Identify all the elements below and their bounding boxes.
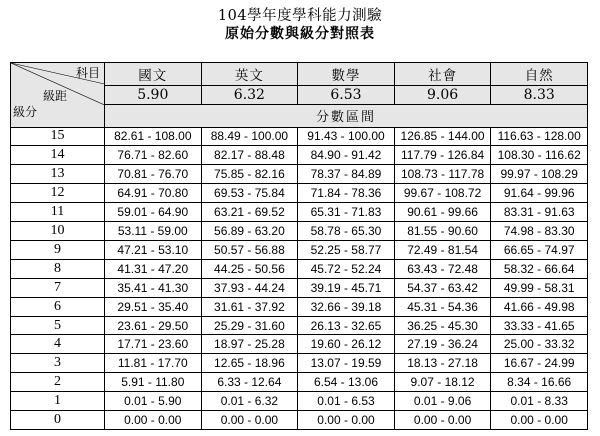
score-range-cell: 99.97 - 108.29: [491, 165, 588, 184]
score-range-cell: 58.32 - 66.64: [491, 259, 588, 278]
score-range-cell: 41.66 - 49.98: [491, 297, 588, 316]
std-dev-value: 6.53: [298, 86, 395, 105]
level-cell: 7: [11, 278, 105, 297]
score-range-cell: 63.43 - 72.48: [394, 259, 491, 278]
score-range-cell: 49.99 - 58.31: [491, 278, 588, 297]
score-range-cell: 41.31 - 47.20: [105, 259, 202, 278]
score-range-cell: 52.25 - 58.77: [298, 240, 395, 259]
std-dev-value: 8.33: [491, 86, 588, 105]
score-range-cell: 45.72 - 52.24: [298, 259, 395, 278]
level-cell: 2: [11, 373, 105, 392]
score-range-cell: 31.61 - 37.92: [201, 297, 298, 316]
score-range-cell: 44.25 - 50.56: [201, 259, 298, 278]
score-range-cell: 69.53 - 75.84: [201, 184, 298, 203]
score-range-cell: 6.33 - 12.64: [201, 373, 298, 392]
table-row: [11, 316, 588, 335]
score-range-cell: 76.71 - 82.60: [105, 146, 202, 165]
score-range-cell: 53.11 - 59.00: [105, 222, 202, 241]
score-range-cell: 29.51 - 35.40: [105, 297, 202, 316]
subject-header-row: [11, 63, 588, 86]
level-cell: 10: [11, 222, 105, 241]
score-range-cell: 99.67 - 108.72: [394, 184, 491, 203]
level-cell: 1: [11, 392, 105, 411]
std-dev-value: 5.90: [105, 86, 202, 105]
level-cell: 12: [11, 184, 105, 203]
table-row: [11, 222, 588, 241]
table-row: [11, 373, 588, 392]
score-range-cell: 11.81 - 17.70: [105, 354, 202, 373]
corner-cell: [11, 63, 105, 119]
table-row: [11, 278, 588, 297]
score-range-cell: 56.89 - 63.20: [201, 222, 298, 241]
score-range-cell: 64.91 - 70.80: [105, 184, 202, 203]
subject-header: 社會: [394, 63, 491, 86]
score-range-cell: 0.01 - 6.53: [298, 392, 395, 411]
score-band-label: 分數區間: [105, 105, 588, 127]
subject-header: 自然: [491, 63, 588, 86]
score-conversion-table: [10, 62, 588, 430]
score-range-cell: 16.67 - 24.99: [491, 354, 588, 373]
score-range-cell: 0.00 - 0.00: [491, 411, 588, 430]
score-range-cell: 116.63 - 128.00: [491, 127, 588, 146]
score-range-cell: 0.01 - 6.32: [201, 392, 298, 411]
score-range-cell: 0.00 - 0.00: [394, 411, 491, 430]
level-cell: 4: [11, 335, 105, 354]
page-subtitle: 原始分數與級分對照表: [225, 26, 375, 42]
score-range-cell: 91.64 - 99.96: [491, 184, 588, 203]
corner-level-label: 級分: [13, 105, 38, 119]
score-range-cell: 59.01 - 64.90: [105, 203, 202, 222]
subject-header: 數學: [298, 63, 395, 86]
level-cell: 11: [11, 203, 105, 222]
score-range-cell: 0.01 - 8.33: [491, 392, 588, 411]
score-range-cell: 66.65 - 74.97: [491, 240, 588, 259]
score-range-cell: 37.93 - 44.24: [201, 278, 298, 297]
subject-header: 國文: [105, 63, 202, 86]
table-row: [11, 259, 588, 278]
corner-stddev-label: 級距: [43, 89, 68, 103]
page-title: 104學年度學科能力測驗: [217, 8, 383, 24]
level-cell: 6: [11, 297, 105, 316]
score-range-cell: 88.49 - 100.00: [201, 127, 298, 146]
level-cell: 0: [11, 411, 105, 430]
score-range-cell: 39.19 - 45.71: [298, 278, 395, 297]
score-range-cell: 72.49 - 81.54: [394, 240, 491, 259]
score-range-cell: 63.21 - 69.52: [201, 203, 298, 222]
score-range-cell: 0.00 - 0.00: [105, 411, 202, 430]
score-range-cell: 35.41 - 41.30: [105, 278, 202, 297]
table-row: [11, 127, 588, 146]
score-range-cell: 32.66 - 39.18: [298, 297, 395, 316]
score-range-cell: 0.00 - 0.00: [298, 411, 395, 430]
score-range-cell: 5.91 - 11.80: [105, 373, 202, 392]
score-range-cell: 8.34 - 16.66: [491, 373, 588, 392]
score-range-cell: 84.90 - 91.42: [298, 146, 395, 165]
score-range-cell: 19.60 - 26.12: [298, 335, 395, 354]
score-range-cell: 75.85 - 82.16: [201, 165, 298, 184]
score-range-cell: 6.54 - 13.06: [298, 373, 395, 392]
score-rows: [11, 127, 588, 430]
table-row: [11, 165, 588, 184]
score-range-cell: 108.30 - 116.62: [491, 146, 588, 165]
score-range-cell: 33.33 - 41.65: [491, 316, 588, 335]
band-label-row: [11, 105, 588, 127]
level-cell: 9: [11, 240, 105, 259]
score-range-cell: 58.78 - 65.30: [298, 222, 395, 241]
level-cell: 14: [11, 146, 105, 165]
score-range-cell: 18.13 - 27.18: [394, 354, 491, 373]
table-row: [11, 411, 588, 430]
table-row: [11, 335, 588, 354]
score-range-cell: 23.61 - 29.50: [105, 316, 202, 335]
score-range-cell: 26.13 - 32.65: [298, 316, 395, 335]
score-range-cell: 81.55 - 90.60: [394, 222, 491, 241]
score-range-cell: 47.21 - 53.10: [105, 240, 202, 259]
subject-header: 英文: [201, 63, 298, 86]
table-row: [11, 392, 588, 411]
score-range-cell: 17.71 - 23.60: [105, 335, 202, 354]
score-range-cell: 0.01 - 5.90: [105, 392, 202, 411]
table-row: [11, 184, 588, 203]
score-range-cell: 18.97 - 25.28: [201, 335, 298, 354]
level-cell: 5: [11, 316, 105, 335]
score-range-cell: 0.01 - 9.06: [394, 392, 491, 411]
score-range-cell: 65.31 - 71.83: [298, 203, 395, 222]
score-range-cell: 27.19 - 36.24: [394, 335, 491, 354]
level-cell: 3: [11, 354, 105, 373]
corner-subject-label: 科目: [75, 66, 100, 80]
score-range-cell: 70.81 - 76.70: [105, 165, 202, 184]
score-range-cell: 126.85 - 144.00: [394, 127, 491, 146]
table-row: [11, 354, 588, 373]
score-range-cell: 54.37 - 63.42: [394, 278, 491, 297]
score-range-cell: 25.29 - 31.60: [201, 316, 298, 335]
table-row: [11, 297, 588, 316]
score-range-cell: 90.61 - 99.66: [394, 203, 491, 222]
score-range-cell: 71.84 - 78.36: [298, 184, 395, 203]
score-range-cell: 108.73 - 117.78: [394, 165, 491, 184]
score-range-cell: 13.07 - 19.59: [298, 354, 395, 373]
score-range-cell: 74.98 - 83.30: [491, 222, 588, 241]
std-dev-value: 9.06: [394, 86, 491, 105]
level-cell: 15: [11, 127, 105, 146]
score-range-cell: 82.17 - 88.48: [201, 146, 298, 165]
score-range-cell: 91.43 - 100.00: [298, 127, 395, 146]
score-range-cell: 36.25 - 45.30: [394, 316, 491, 335]
score-range-cell: 78.37 - 84.89: [298, 165, 395, 184]
score-range-cell: 82.61 - 108.00: [105, 127, 202, 146]
level-cell: 13: [11, 165, 105, 184]
score-range-cell: 83.31 - 91.63: [491, 203, 588, 222]
table-row: [11, 240, 588, 259]
score-range-cell: 25.00 - 33.32: [491, 335, 588, 354]
score-range-cell: 12.65 - 18.96: [201, 354, 298, 373]
score-range-cell: 9.07 - 18.12: [394, 373, 491, 392]
score-range-cell: 45.31 - 54.36: [394, 297, 491, 316]
score-range-cell: 0.00 - 0.00: [201, 411, 298, 430]
std-dev-value: 6.32: [201, 86, 298, 105]
table-row: [11, 146, 588, 165]
score-range-cell: 117.79 - 126.84: [394, 146, 491, 165]
table-row: [11, 203, 588, 222]
score-range-cell: 50.57 - 56.88: [201, 240, 298, 259]
level-cell: 8: [11, 259, 105, 278]
